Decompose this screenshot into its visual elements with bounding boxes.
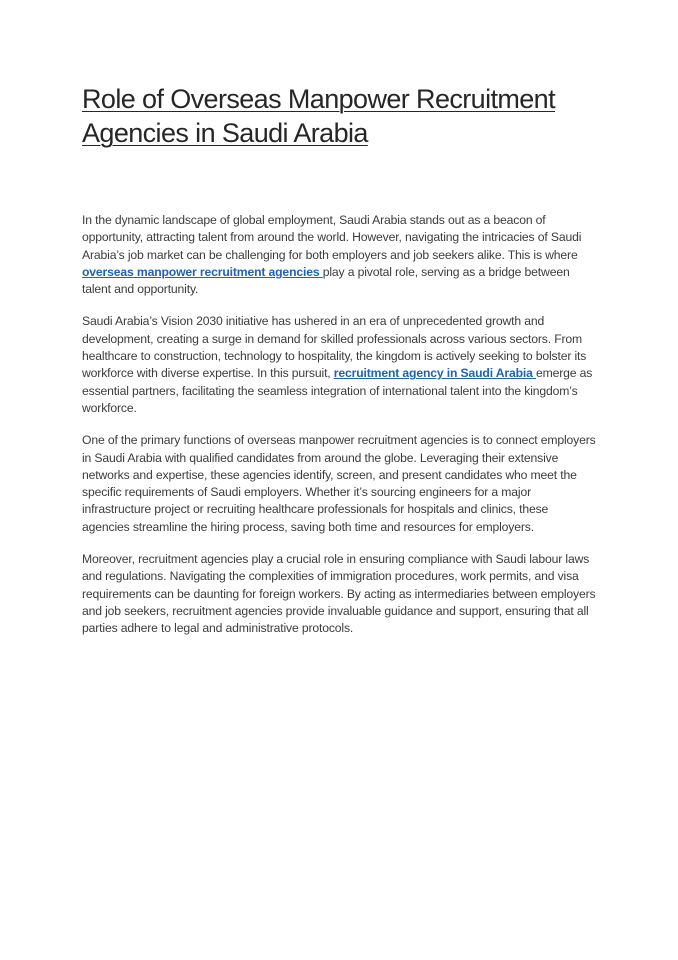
recruitment-agency-in-saudi-arabia-link[interactable]: recruitment agency in Saudi Arabia <box>333 366 537 381</box>
paragraph-text: play a pivotal role, serving as a bridge between talent and opportunity. <box>82 264 570 297</box>
paragraph-primary-functions: One of the primary functions of overseas manpower recruitment agencies is to connect employers in Saudi Arabia with qualified candidates from around the globe. Leveraging their extensive networks and expertise, these agencies identify, screen, and present candidates who meet the specific requirements of Saudi employers. Whether it’s sourcing engineers for a major infrastructure project or recruiting healthcare professionals for hospitals and clinics, these agencies streamline the hiring process, saving both time and resources for employers. <box>82 433 596 534</box>
paragraph-text: emerge as essential partners, facilitating the seamless integration of international talent into the kingdom’s workforce. <box>82 366 593 415</box>
paragraph-text: Saudi Arabia’s Vision 2030 initiative has ushered in an era of unprecedented growth and development, creating a surge in demand for skilled professionals across various sectors. From healthcare to construction, technology to hospitality, the kingdom is actively seeking to bolster its workforce with diverse expertise. In this pursuit, <box>82 314 587 381</box>
paragraph-text: In the dynamic landscape of global employment, Saudi Arabia stands out as a beacon of opportunity, attracting talent from around the world. However, navigating the intricacies of Saudi Arabia’s job market can be challenging for both employers and job seekers alike. This is where <box>82 213 582 262</box>
overseas-manpower-recruitment-agencies-link[interactable]: overseas manpower recruitment agencies <box>82 264 323 279</box>
document-page <box>82 82 598 653</box>
document-body <box>82 212 598 638</box>
paragraph-intro <box>82 212 598 298</box>
paragraph-vision-2030 <box>82 313 598 417</box>
page-title: Role of Overseas Manpower Recruitment Agencies in Saudi Arabia <box>82 84 556 148</box>
paragraph-compliance: Moreover, recruitment agencies play a crucial role in ensuring compliance with Saudi labour laws and regulations. Navigating the complexities of immigration procedures, work permits, and visa requirements can be daunting for foreign workers. By acting as intermediaries between employers and job seekers, recruitment agencies provide invaluable guidance and support, ensuring that all parties adhere to legal and administrative protocols. <box>82 552 596 636</box>
